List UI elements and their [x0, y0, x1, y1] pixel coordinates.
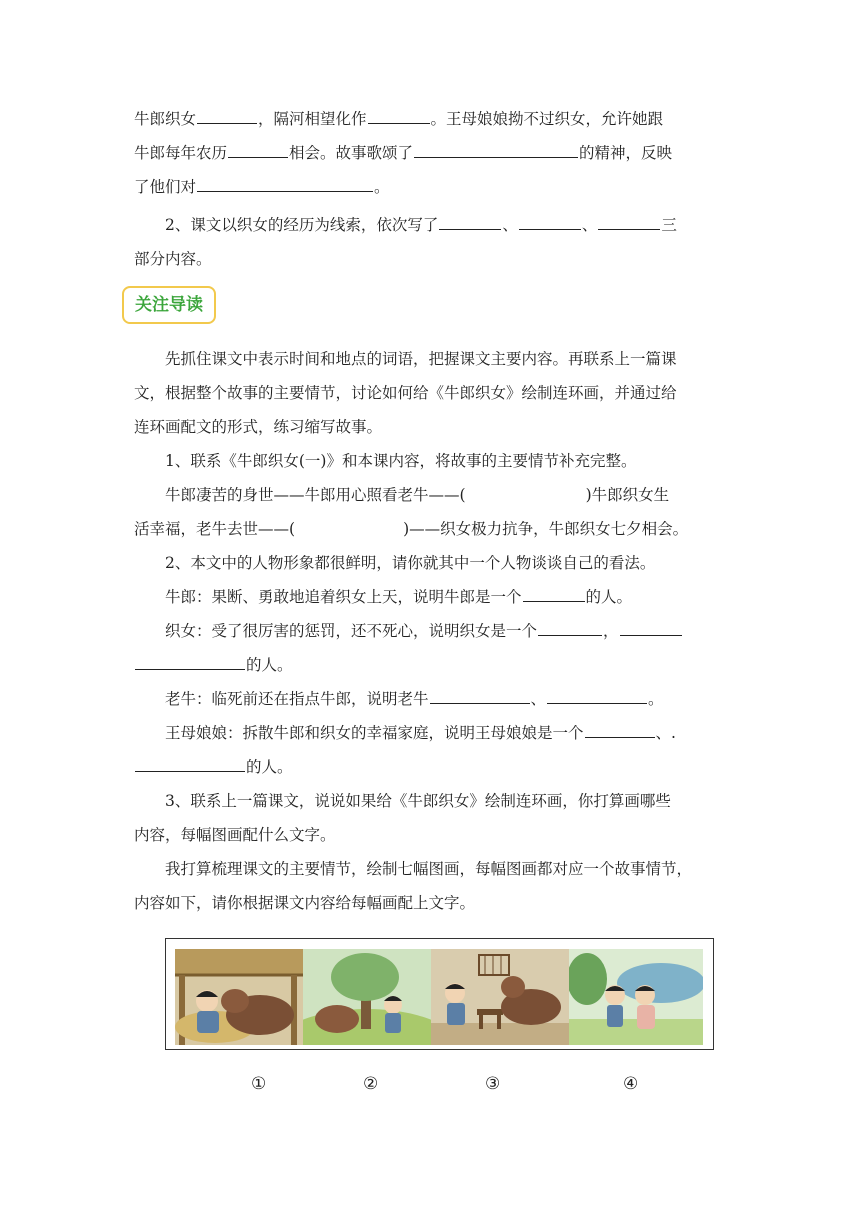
plot-line-1: 牛郎凄苦的身世——牛郎用心照看老牛——( )牛郎织女生: [165, 486, 670, 504]
answer-blank[interactable]: [430, 689, 530, 704]
answer-blank[interactable]: [523, 587, 585, 602]
answer-blank[interactable]: [585, 723, 655, 738]
answer-blank[interactable]: [598, 215, 660, 230]
wangmu-line-1: 王母娘娘：拆散牛郎和织女的幸福家庭，说明王母娘娘是一个 、.: [165, 724, 676, 742]
worksheet-page: [134, 0, 730, 920]
picture-label-4: ④: [623, 1074, 639, 1094]
wangmu-line-2: 的人。: [134, 750, 730, 784]
comic-picture-3: [431, 949, 569, 1045]
picture-label-2: ②: [363, 1074, 379, 1094]
comic-picture-1: [175, 949, 303, 1045]
answer-blank[interactable]: [368, 109, 430, 124]
zhinv-line-1: 织女：受了很厉害的惩罚，还不死心，说明织女是一个 ，: [134, 614, 730, 648]
answer-blank[interactable]: [135, 655, 245, 670]
question-3-line-4: 内容如下，请你根据课文内容给每幅画配上文字。: [134, 894, 476, 912]
section-heading: 关注导读: [122, 286, 216, 324]
intro-line-3: 连环画配文的形式，练习缩写故事。: [134, 418, 383, 436]
question-2-stem: 2、本文中的人物形象都很鲜明，请你就其中一个人物谈谈自己的看法。: [165, 554, 656, 572]
answer-blank[interactable]: [414, 143, 578, 158]
picture-label-3: ③: [485, 1074, 501, 1094]
answer-blank[interactable]: [547, 689, 647, 704]
intro-line-2: 文，根据整个故事的主要情节，讨论如何给《牛郎织女》绘制连环画，并通过给: [134, 384, 677, 402]
question-2-top-line-1: 2、课文以织女的经历为线索，依次写了 、 、 三: [165, 216, 677, 234]
summary-line-2: 牛郎每年农历 相会。故事歌颂了 的精神，反映: [134, 144, 673, 162]
laoniu-line: 老牛：临死前还在指点牛郎，说明老牛 、 。: [165, 690, 664, 708]
question-3-line-3: 我打算梳理课文的主要情节，绘制七幅图画，每幅图画都对应一个故事情节，: [165, 860, 693, 878]
answer-blank[interactable]: [228, 143, 288, 158]
answer-blank[interactable]: [439, 215, 501, 230]
answer-blank[interactable]: [538, 621, 602, 636]
comic-picture-2: [303, 949, 431, 1045]
comic-picture-4: [569, 949, 703, 1045]
answer-blank[interactable]: [197, 109, 257, 124]
question-1-stem: 1、联系《牛郎织女(一)》和本课内容，将故事的主要情节补充完整。: [165, 452, 637, 470]
summary-line-1: 牛郎织女 ，隔河相望化作 。王母娘娘拗不过织女，允许她跟: [134, 110, 664, 128]
comic-strip-frame: [165, 938, 714, 1050]
answer-blank[interactable]: [519, 215, 581, 230]
niulang-line: 牛郎：果断、勇敢地追着织女上天，说明牛郎是一个 的人。: [165, 588, 633, 606]
picture-label-1: ①: [251, 1074, 267, 1094]
picture-number-labels: [0, 1074, 860, 1104]
plot-line-2: 活幸福，老牛去世——( )——织女极力抗争，牛郎织女七夕相会。: [134, 520, 689, 538]
summary-line-3: 了他们对 。: [134, 178, 390, 196]
answer-blank[interactable]: [135, 757, 245, 772]
question-2-top-line-2: 部分内容。: [134, 250, 212, 268]
answer-blank[interactable]: [620, 621, 682, 636]
answer-blank[interactable]: [197, 177, 373, 192]
zhinv-line-2: 的人。: [134, 648, 730, 682]
intro-line-1: 先抓住课文中表示时间和地点的词语，把握课文主要内容。再联系上一篇课: [165, 350, 677, 368]
question-3-line-1: 3、联系上一篇课文，说说如果给《牛郎织女》绘制连环画，你打算画哪些: [165, 792, 671, 810]
question-3-line-2: 内容，每幅图画配什么文字。: [134, 826, 336, 844]
